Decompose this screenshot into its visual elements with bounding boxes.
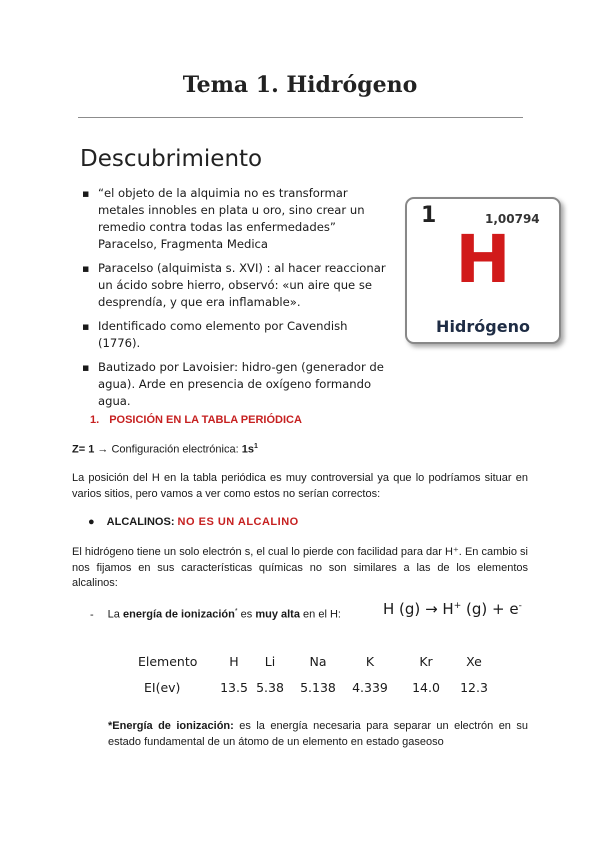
ionization-energy-table — [138, 648, 492, 700]
table-cell: 14.0 — [412, 679, 440, 695]
emphasis-bold: muy alta — [255, 608, 300, 621]
equation-tail: (g) + e — [466, 600, 519, 618]
bullet-marker: ▪ — [82, 361, 90, 374]
equation-rhs: H — [442, 600, 454, 618]
text-fragment: en el H: — [303, 608, 341, 621]
ionization-equation — [383, 600, 522, 618]
bullet-text: Paracelso (alquimista s. XVI) : al hacer reaccionar un ácido sobre hierro, observó: «un aire que se desprendía, y que era inflamable». — [98, 261, 386, 309]
bullet-item — [80, 185, 392, 253]
electron-config-line — [72, 443, 258, 456]
table-header-row — [138, 648, 492, 674]
paragraph: La posición del H en la tabla periódica es muy controversial ya que lo podríamos situar en varios sitios, pero vamos a ver como estos no serían correctos: — [72, 472, 528, 500]
subsection-label: ALCALINOS: — [106, 516, 175, 528]
term-bold: energía de ionización — [122, 608, 235, 621]
table-cell: 5.138 — [300, 679, 336, 695]
table-cell: 13.5 — [220, 679, 248, 695]
bullet-item — [80, 318, 392, 352]
bullet-text: Identificado como elemento por Cavendish (1776). — [98, 319, 348, 350]
table-cell: Li — [264, 653, 276, 669]
numbered-heading — [90, 414, 302, 426]
text-fragment: La — [107, 608, 120, 621]
atomic-number: 1 — [421, 203, 437, 228]
footnote-star: * — [234, 608, 238, 615]
atomic-mass: 1,00794 — [485, 212, 540, 226]
config-sup: 1 — [253, 443, 258, 450]
bullet-text: Bautizado por Lavoisier: hidro-gen (generador de agua). Arde en presencia de oxígeno formando agua. — [98, 360, 384, 408]
bullet-text: “el objeto de la alquimia no es transformar metales innobles en plata u oro, sino crear un remedio contra todas las enfermedades” Paracelso, Fragmenta Medica — [98, 186, 365, 251]
arrow: → — [97, 443, 109, 456]
config-value: 1s — [241, 443, 254, 456]
table-cell: EI(ev) — [144, 679, 181, 695]
paragraph: El hidrógeno tiene un solo electrón s, el cual lo pierde con facilidad para dar H⁺. En cambio si nos fijamos en sus características químicas no son similares a las de los elementos alcalinos: — [72, 546, 528, 589]
heading-number: 1. — [90, 414, 100, 426]
bullet-marker: ▪ — [82, 187, 90, 200]
charge-sup: + — [453, 601, 462, 611]
subsection-verdict: NO ES UN ALCALINO — [177, 516, 299, 528]
bullet-item — [80, 359, 392, 410]
z-label: Z= 1 — [72, 443, 95, 456]
table-cell: 5.38 — [256, 679, 284, 695]
equation-lhs: H (g) — [383, 600, 421, 618]
subsection-bullet: ● — [88, 516, 95, 528]
table-cell: Kr — [419, 653, 433, 669]
table-row — [138, 674, 492, 700]
footnote-term: *Energía de ionización: — [108, 720, 234, 732]
discovery-bullet-list — [80, 185, 392, 417]
page-title: Tema 1. Hidrógeno — [182, 72, 418, 98]
table-cell: K — [365, 653, 375, 669]
table-cell: Na — [309, 653, 327, 669]
bullet-item — [80, 260, 392, 311]
dash-marker: - — [90, 608, 94, 621]
table-cell: Xe — [466, 653, 482, 669]
table-cell: 4.339 — [352, 679, 388, 695]
bullet-marker: ▪ — [82, 320, 90, 333]
element-symbol: H — [455, 221, 511, 298]
text-fragment: es — [240, 608, 253, 621]
table-cell: Elemento — [138, 653, 198, 669]
element-name: Hidrógeno — [436, 317, 530, 336]
heading-text: POSICIÓN EN LA TABLA PERIÓDICA — [109, 414, 302, 426]
config-label: Configuración electrónica: — [111, 443, 239, 456]
title-divider — [78, 117, 523, 118]
equation-arrow: → — [425, 600, 438, 618]
section-heading: Descubrimiento — [80, 146, 263, 172]
electron-sup: - — [518, 601, 522, 611]
footnote — [108, 718, 528, 750]
hydrogen-element-card — [405, 197, 561, 344]
bullet-marker: ▪ — [82, 262, 90, 275]
subsection-heading — [88, 516, 299, 528]
table-cell: H — [229, 653, 239, 669]
footnote-text: es la energía necesaria para separar un electrón en su estado fundamental de un átomo de un elemento en estado gaseoso — [108, 720, 528, 748]
ionization-line — [90, 608, 341, 621]
table-cell: 12.3 — [460, 679, 488, 695]
